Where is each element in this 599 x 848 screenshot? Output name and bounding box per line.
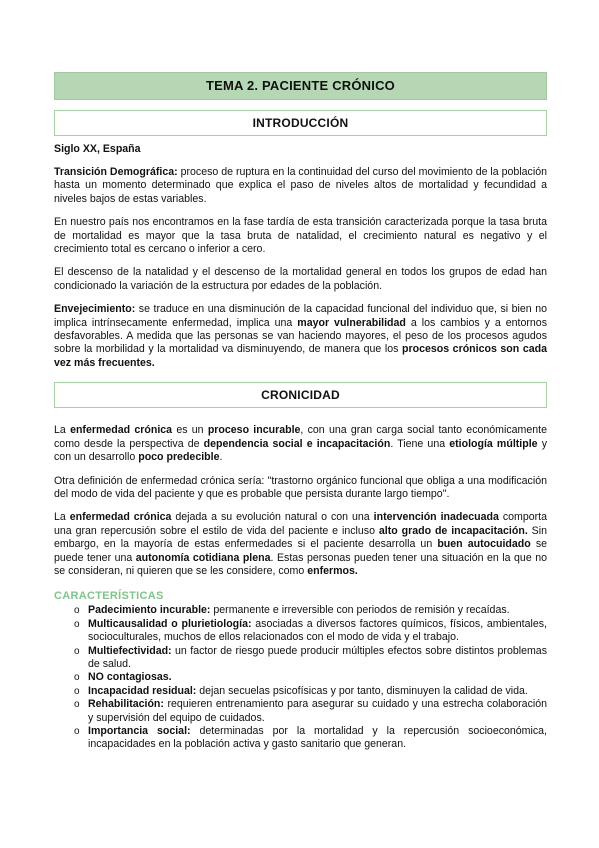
paragraph-fase-tardia: En nuestro país nos encontramos en la fase tardía de esta transición caracterizada porque la tasa bruta de mortalidad es mayor que la tasa bruta de natalidad, el crecimiento natural es negativo y el crecimiento total es cercano o inferior a cero. — [54, 216, 547, 256]
list-item: o Importancia social: determinadas por la mortalidad y la repercusión socioeconómica, incapacidades en la población activa y gasto sanitario que generan. — [74, 725, 547, 751]
paragraph-transicion: Transición Demográfica: proceso de ruptura en la continuidad del curso del movimiento de la población hasta un momento determinado que explica el paso de niveles altos de mortalidad y fecundidad a niveles bajos de estas variables. — [54, 166, 547, 205]
siglo-label: Siglo XX, España — [54, 143, 141, 155]
list-item: o Rehabilitación: requieren entrenamiento para asegurar su cuidado y una estrecha colaboración y supervisión del equipo de cuidados. — [74, 698, 547, 724]
paragraph-evolucion-natural: La enfermedad crónica dejada a su evolución natural o con una intervención inadecuada comporta una gran repercusión sobre el estilo de vida del paciente e incluso alto grado de incapacitación. Sin embargo, en la mayoría de estas enfermedades si el paciente desarrolla un buen autocuidado se puede tener una autonomía cotidiana plena. Estas personas pueden tener una situación en la que no se consideran, ni quieren que se les considere, como enfermos. — [54, 511, 548, 577]
caracteristicas-heading: CARACTERÍSTICAS — [54, 590, 164, 603]
bullet-icon: o — [74, 645, 80, 657]
bullet-icon: o — [74, 726, 80, 737]
list-item: o Incapacidad residual: dejan secuelas psicofísicas y por tanto, disminuyen la calidad de vida. — [74, 684, 528, 697]
term-envejecimiento: Envejecimiento: — [54, 303, 136, 316]
bullet-icon: o — [74, 699, 80, 711]
list-item: o Padecimiento incurable: permanente e irreversible con periodos de remisión y recaídas. — [74, 604, 510, 617]
paragraph-enfermedad-cronica: La enfermedad crónica es un proceso incurable, con una gran carga social tanto económicamente como desde la perspectiva de dependencia social e incapacitación. Tiene una etiología múltiple y con un desarrollo poco predecible. — [54, 424, 547, 464]
page-title: TEMA 2. PACIENTE CRÓNICO — [54, 72, 547, 100]
list-item: o Multicausalidad o plurietiología: asociadas a diversos factores químicos, físicos, ambientales, socioculturales, muchos de ellos relacionados con el modo de vida y el trabajo. — [74, 617, 547, 644]
paragraph-otra-definicion: Otra definición de enfermedad crónica sería: "trastorno orgánico funcional que obliga a una modificación del modo de vida del paciente y que es probable que persista durante largo tiempo". — [54, 474, 547, 500]
bullet-icon: o — [74, 672, 80, 684]
bullet-icon: o — [74, 605, 80, 617]
section-heading-cronicidad: CRONICIDAD — [54, 382, 547, 408]
bullet-icon: o — [74, 618, 80, 630]
caracteristicas-list — [54, 604, 547, 751]
term-transicion: Transición Demográfica: — [54, 166, 178, 178]
paragraph-envejecimiento: Envejecimiento: se traduce en una disminución de la capacidad funcional del individuo que, si bien no implica intrínsecamente enfermedad, implica una mayor vulnerabilidad a los cambios y a entornos desfavorables. A medida que las personas se van haciendo mayores, el peso de los procesos agudos sobre la morbilidad y la mortalidad va disminuyendo, de manera que los procesos crónicos son cada vez más frecuentes. — [54, 303, 547, 369]
section-heading-introduccion: INTRODUCCIÓN — [54, 110, 547, 136]
paragraph-descenso: El descenso de la natalidad y el descenso de la mortalidad general en todos los grupos de edad han condicionado la variación de la estructura por edades de la población. — [54, 266, 547, 292]
list-item: o Multiefectividad: un factor de riesgo puede producir múltiples efectos sobre distintos problemas de salud. — [74, 644, 547, 670]
bullet-icon: o — [74, 685, 80, 697]
list-item: o NO contagiosas. — [74, 671, 172, 684]
